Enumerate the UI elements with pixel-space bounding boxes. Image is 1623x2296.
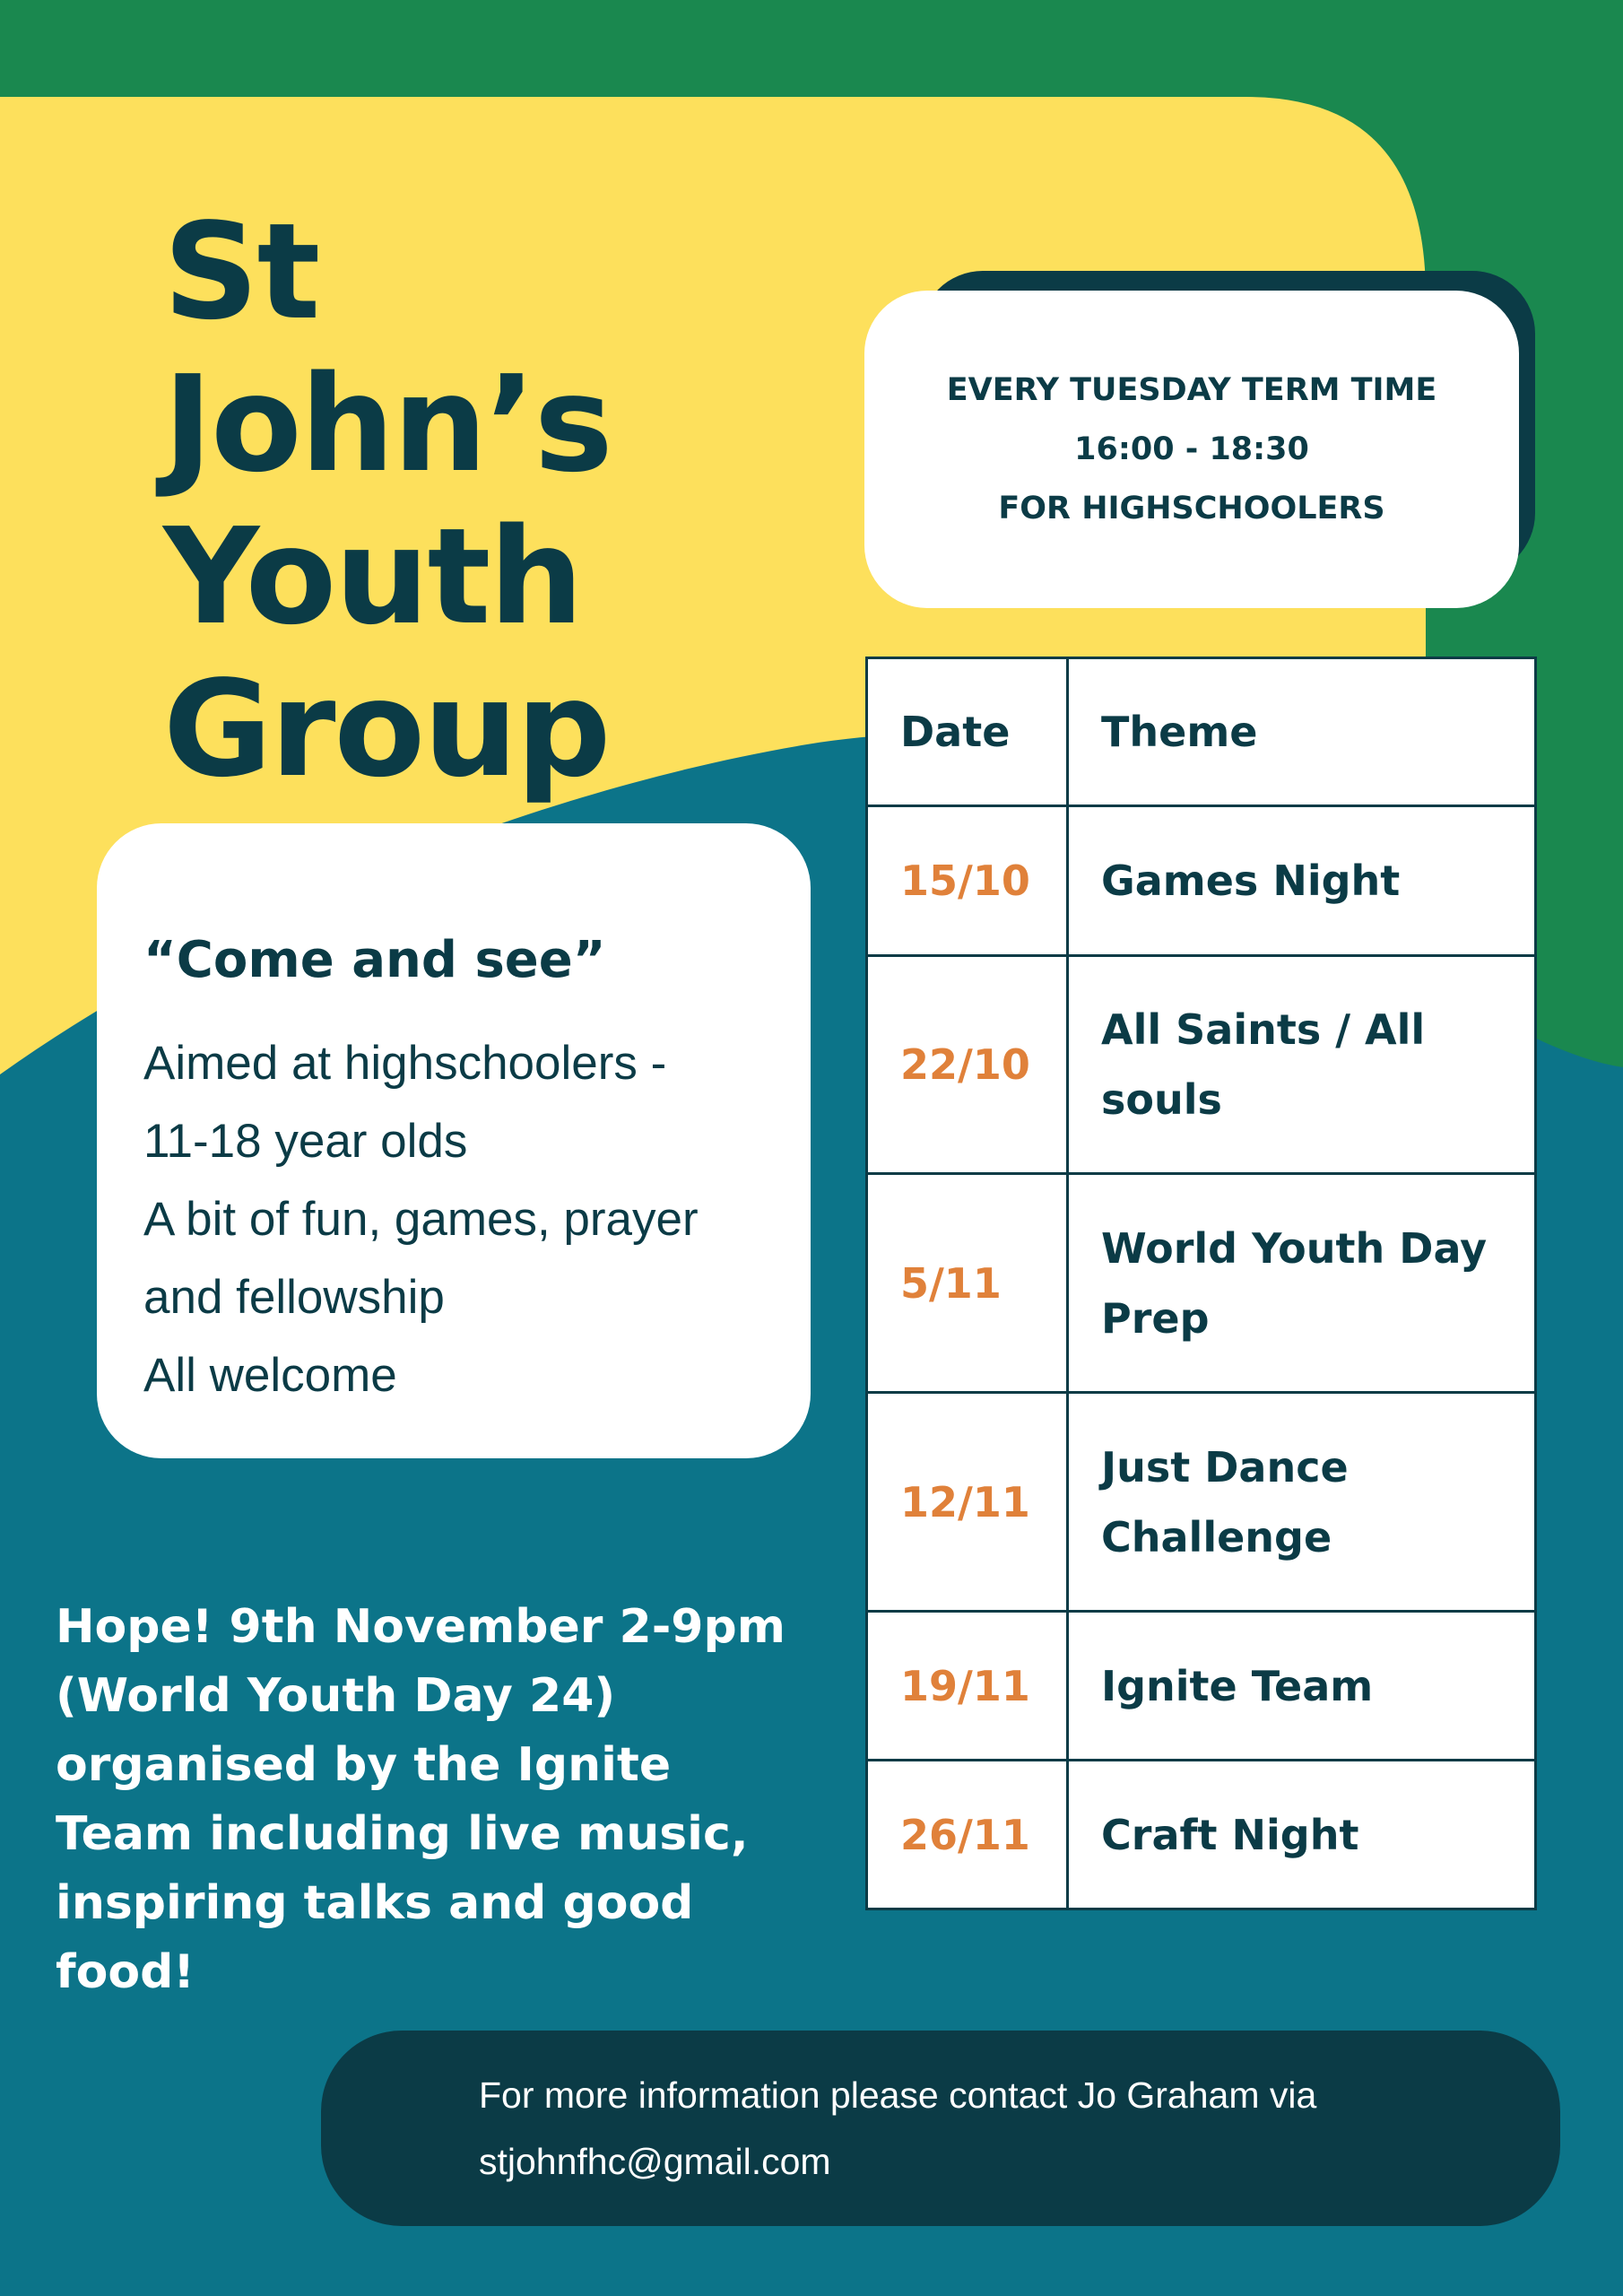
table-row: [867, 1174, 1536, 1393]
event-line: Hope! 9th November 2-9pm: [56, 1600, 785, 1654]
table-row: [867, 1393, 1536, 1612]
contact-text: For more information please contact Jo Graham via: [479, 2074, 1317, 2116]
row-date: 12/11: [867, 1393, 1068, 1612]
page-title: [163, 196, 791, 805]
schedule-day: EVERY TUESDAY TERM TIME: [946, 372, 1437, 408]
row-date: 5/11: [867, 1174, 1068, 1393]
event-line: inspiring talks and good: [56, 1876, 694, 1930]
theme-line: All Saints / All: [1101, 1005, 1426, 1054]
about-line: Aimed at highschoolers -: [143, 1037, 667, 1090]
about-line: A bit of fun, games, prayer: [143, 1193, 699, 1246]
schedule-table: [865, 657, 1537, 1910]
about-card: [97, 823, 811, 1458]
title-line: John’s: [163, 347, 612, 501]
event-announcement: [56, 1593, 845, 2007]
theme-line: Ignite Team: [1101, 1661, 1374, 1710]
theme-line: Games Night: [1101, 857, 1401, 905]
about-quote: “Come and see”: [143, 931, 606, 989]
table-row: [867, 956, 1536, 1174]
row-theme: [1068, 956, 1536, 1174]
event-line: Team including live music,: [56, 1807, 749, 1861]
table-row: [867, 1612, 1536, 1761]
about-line: 11-18 year olds: [143, 1115, 468, 1168]
row-theme: [1068, 1174, 1536, 1393]
event-line: organised by the Ignite: [56, 1738, 672, 1792]
row-date: 15/10: [867, 806, 1068, 956]
row-theme: [1068, 806, 1536, 956]
theme-line: World Youth Day: [1101, 1223, 1488, 1273]
column-header-date: Date: [867, 658, 1068, 806]
row-date: 26/11: [867, 1761, 1068, 1909]
table-row: [867, 806, 1536, 956]
row-theme: [1068, 1761, 1536, 1909]
table-header-row: [867, 658, 1536, 806]
about-line: and fellowship: [143, 1271, 445, 1324]
event-line: (World Youth Day 24): [56, 1669, 616, 1723]
schedule-box: [864, 291, 1519, 608]
title-line: Youth: [163, 500, 582, 654]
title-line: St: [163, 195, 319, 349]
table-row: [867, 1761, 1536, 1909]
theme-line: souls: [1101, 1075, 1222, 1124]
event-line: food!: [56, 1945, 195, 1999]
theme-line: Prep: [1101, 1293, 1210, 1343]
theme-line: Just Dance: [1101, 1442, 1349, 1492]
schedule-audience: FOR HIGHSCHOOLERS: [998, 491, 1385, 526]
row-theme: [1068, 1612, 1536, 1761]
contact-box: [321, 2031, 1560, 2226]
contact-email[interactable]: stjohnfhc@gmail.com: [479, 2141, 831, 2182]
row-date: 22/10: [867, 956, 1068, 1174]
schedule-time: 16:00 - 18:30: [1074, 431, 1309, 467]
row-theme: [1068, 1393, 1536, 1612]
title-line: Group: [163, 652, 610, 806]
row-date: 19/11: [867, 1612, 1068, 1761]
theme-line: Craft Night: [1101, 1810, 1359, 1859]
column-header-theme: Theme: [1068, 658, 1536, 806]
about-line: All welcome: [143, 1349, 397, 1402]
theme-line: Challenge: [1101, 1512, 1332, 1561]
